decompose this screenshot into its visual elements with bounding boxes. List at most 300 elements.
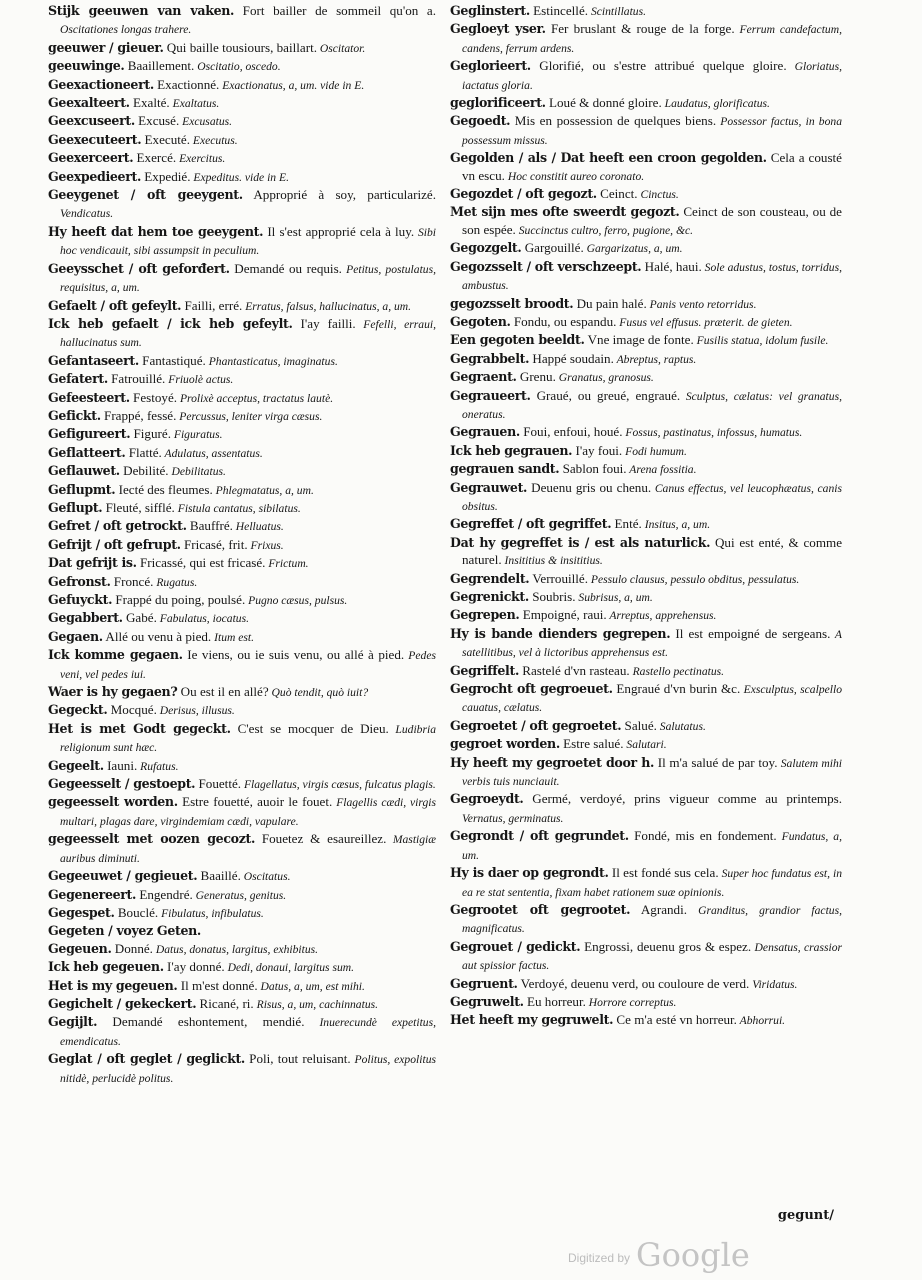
headword: Hy is daer op gegrondt.	[450, 865, 609, 881]
headword: Gegijlt.	[48, 1014, 98, 1030]
french-gloss: Qui baille tousiours, baillart.	[163, 39, 317, 55]
headword: Geexpedieert.	[48, 168, 142, 184]
dictionary-entry	[450, 901, 842, 938]
latin-gloss: Insititius & insititius.	[501, 554, 603, 568]
headword: geeuwer / gieuer.	[48, 39, 164, 55]
headword: Gegrepen.	[450, 607, 520, 623]
french-gloss: Figuré.	[130, 426, 171, 442]
dictionary-entry	[48, 886, 436, 904]
headword: Hy heeft my gegroetet door h.	[450, 754, 655, 770]
french-gloss: Fantastiqué.	[138, 352, 206, 368]
latin-gloss: Rastello pectinatus.	[629, 664, 725, 678]
latin-gloss: Cinctus.	[637, 188, 679, 202]
french-gloss: Estincellé.	[529, 3, 589, 18]
dictionary-entry	[48, 995, 436, 1013]
latin-gloss: Possessor factus, in bona possessum missus.	[462, 115, 842, 147]
headword: Gegrabbelt.	[450, 350, 530, 366]
latin-gloss: Exaltatus.	[169, 97, 220, 111]
dictionary-entry	[450, 442, 842, 460]
latin-gloss: Fistula cantatus, sibilatus.	[174, 501, 301, 515]
french-gloss: Verrouillé.	[529, 570, 589, 586]
french-gloss: Frappé, fessé.	[100, 407, 177, 423]
latin-gloss: Salutatus.	[656, 719, 706, 733]
french-gloss: Estre salué.	[559, 736, 624, 752]
french-gloss: I'ay foui.	[572, 442, 623, 458]
latin-gloss: Petitus, postulatus, requisitus, a, um.	[60, 262, 436, 295]
headword: Gegozsselt / oft verschzeept.	[450, 258, 642, 274]
french-gloss: Ou est il en allé?	[177, 684, 269, 700]
headword: Gegrauen.	[450, 424, 520, 440]
headword: Gegeckt.	[48, 702, 108, 718]
french-gloss: Enté.	[611, 516, 642, 532]
latin-gloss: Salutari.	[623, 738, 667, 752]
latin-gloss: Phantasticatus, imaginatus.	[205, 354, 338, 368]
dictionary-entry	[450, 515, 842, 533]
dictionary-entry	[450, 149, 842, 185]
dictionary-entry	[48, 462, 436, 480]
headword: Geglat / oft geglet / geglickt.	[48, 1051, 245, 1067]
headword: Gefickt.	[48, 407, 101, 423]
latin-gloss: Friuolè actus.	[165, 373, 234, 387]
headword: Gegenereert.	[48, 886, 137, 902]
headword: Hy heeft dat hem toe geeygent.	[48, 223, 264, 239]
headword: Ick heb gefaelt / ick heb gefeylt.	[48, 315, 293, 331]
french-gloss: Flatté.	[125, 444, 162, 460]
latin-gloss: Pedes veni, vel pedes iui.	[60, 649, 436, 681]
dictionary-entry	[450, 938, 842, 975]
headword: Stijk geeuwen van vaken.	[48, 3, 235, 18]
french-gloss: Empoigné, raui.	[519, 607, 607, 623]
french-gloss: Mocqué.	[107, 702, 157, 718]
headword: Gegrendelt.	[450, 570, 530, 586]
latin-gloss: Viridatus.	[749, 977, 798, 991]
dictionary-entry	[450, 625, 842, 662]
french-gloss: Iauni.	[103, 757, 138, 773]
headword: Hy is bande dienders gegrepen.	[450, 625, 671, 641]
right-column	[450, 2, 842, 1030]
headword: Gegozdet / oft gegozt.	[450, 186, 597, 202]
dictionary-entry	[48, 1050, 436, 1087]
dictionary-entry	[450, 827, 842, 864]
headword: Gegroetet / oft gegroetet.	[450, 717, 622, 733]
french-gloss: Engrossi, deuenu gros & espez.	[580, 938, 752, 954]
latin-gloss: Expeditus. vide in E.	[190, 170, 289, 184]
dictionary-entry	[48, 554, 436, 572]
latin-gloss: Panis vento retorridus.	[646, 297, 757, 311]
headword: Gegoedt.	[450, 113, 511, 129]
dictionary-entry	[48, 481, 436, 499]
dictionary-entry	[48, 573, 436, 591]
headword: gegeesselt met oozen gecozt.	[48, 831, 255, 847]
headword: gegeesselt worden.	[48, 794, 178, 810]
headword: Gegaen.	[48, 628, 103, 644]
latin-gloss: Subrisus, a, um.	[575, 591, 653, 604]
french-gloss: Exercé.	[133, 150, 177, 166]
headword: Gefaelt / oft gefeylt.	[48, 297, 182, 313]
latin-gloss: Figuratus.	[170, 428, 223, 442]
headword: Geexecuteert.	[48, 131, 142, 147]
dictionary-entry	[450, 993, 842, 1011]
french-gloss: Verdoyé, deuenu verd, ou couloure de verd.	[517, 975, 750, 991]
latin-gloss: Succinctus cultro, ferro, pugione, &c.	[515, 223, 694, 237]
dictionary-entry	[48, 958, 436, 976]
french-gloss: Halé, haui.	[641, 258, 702, 274]
latin-gloss: Frixus.	[247, 538, 284, 552]
french-gloss: Ceinct.	[596, 186, 638, 202]
latin-gloss: Fundatus, a, um.	[462, 830, 842, 862]
dictionary-entry	[450, 350, 842, 368]
latin-gloss: Sibi hoc vendicauit, sibi assumpsit in peculium.	[60, 225, 436, 258]
french-gloss: Baaillé.	[197, 868, 241, 884]
dictionary-entry	[450, 185, 842, 203]
dictionary-entry	[48, 499, 436, 517]
latin-gloss: Salutem mihi verbis tuis nunciauit.	[462, 756, 843, 789]
dictionary-entry	[48, 517, 436, 535]
latin-gloss: Sole adustus, tostus, torridus, ambustus.	[462, 260, 842, 293]
latin-gloss: Ferrum candefactum, candens, ferrum ardens.	[462, 23, 842, 55]
latin-gloss: Politus, expolitus nitidè, perlucidè politus.	[60, 1053, 436, 1085]
dictionary-entry	[48, 39, 436, 57]
french-gloss: Agrandi.	[630, 901, 688, 917]
headword: Gegeuen.	[48, 940, 112, 956]
french-gloss: Gabé.	[122, 610, 157, 626]
headword: Gegriffelt.	[450, 662, 519, 678]
dictionary-entry	[48, 57, 436, 75]
latin-gloss: Derisus, illusus.	[156, 704, 235, 718]
french-gloss: Ricané, ri.	[196, 995, 254, 1011]
headword: Gegeesselt / gestoept.	[48, 776, 196, 792]
dictionary-entry	[48, 646, 436, 683]
latin-gloss: Itum est.	[211, 630, 255, 644]
dictionary-entry	[48, 720, 436, 757]
latin-gloss: Sculptus, cælatus: vel granatus, oneratus.	[462, 389, 842, 421]
headword: Gegeeuwet / gegieuet.	[48, 868, 198, 884]
dictionary-entry	[450, 203, 842, 239]
latin-gloss: Fodi humum.	[622, 444, 687, 458]
headword: Gefigureert.	[48, 426, 131, 442]
headword: Geexalteert.	[48, 95, 130, 111]
latin-gloss: Exercitus.	[176, 152, 226, 166]
dictionary-entry	[450, 331, 842, 349]
french-gloss: Fatrouillé.	[107, 371, 166, 387]
dictionary-entry	[48, 757, 436, 775]
latin-gloss: Gloriatus, iactatus gloria.	[462, 60, 843, 92]
french-gloss: Loué & donné gloire.	[545, 95, 662, 111]
headword: Met sijn mes ofte sweerdt gegozt.	[450, 204, 680, 220]
dictionary-entry	[48, 683, 436, 701]
latin-gloss: Horrore correptus.	[585, 995, 677, 1009]
dictionary-entry	[450, 975, 842, 993]
headword: Gegrondt / oft gegrundet.	[450, 828, 629, 844]
dictionary-entry	[48, 76, 436, 94]
dictionary-entry	[48, 131, 436, 149]
dictionary-entry	[48, 867, 436, 885]
headword: gegrauen sandt.	[450, 461, 560, 477]
dictionary-entry	[48, 186, 436, 223]
headword: Geglinstert.	[450, 3, 530, 18]
latin-gloss: Densatus, crassior aut spissior factus.	[462, 940, 842, 973]
dictionary-entry	[48, 940, 436, 958]
latin-gloss: Datus, donatus, largitus, exhibitus.	[152, 942, 319, 956]
headword: Gegabbert.	[48, 610, 123, 626]
dictionary-entry	[450, 534, 842, 570]
latin-gloss: Fabulatus, iocatus.	[156, 612, 249, 626]
french-gloss: Exalté.	[129, 95, 170, 111]
french-gloss: Glorifié, ou s'estre attribué quelque gloire.	[530, 58, 787, 74]
dictionary-entry	[450, 368, 842, 386]
french-gloss: Mis en possession de quelques biens.	[510, 113, 717, 129]
headword: Ick heb gegeuen.	[48, 959, 164, 975]
latin-gloss: Erratus, falsus, hallucinatus, a, um.	[242, 299, 412, 313]
latin-gloss: Laudatus, glorificatus.	[661, 97, 770, 111]
headword: Gegespet.	[48, 904, 115, 920]
latin-gloss: Vernatus, germinatus.	[462, 811, 564, 825]
dictionary-entry	[450, 112, 842, 149]
latin-gloss: Scintillatus.	[588, 5, 647, 18]
latin-gloss: A satellitibus, vel à lictoribus apprehensus est.	[462, 627, 842, 660]
dictionary-entry	[450, 2, 842, 20]
latin-gloss: Oscitatus.	[240, 870, 291, 884]
headword: Gegroeydt.	[450, 791, 524, 807]
headword: Gegeten / voyez Geten.	[48, 923, 201, 939]
dictionary-entry	[48, 977, 436, 995]
dictionary-entry	[48, 591, 436, 609]
dictionary-entry	[48, 793, 436, 830]
watermark-logo-text: Google	[636, 1236, 750, 1274]
dictionary-entry	[48, 370, 436, 388]
french-gloss: Ceinct de son cousteau, ou de son espée.	[462, 204, 842, 237]
latin-gloss: Fusilis statua, idolum fusile.	[693, 334, 829, 348]
latin-gloss: Super hoc fundatus est, in ea re stat sententia, fixam habet rationem suæ opinionis.	[462, 867, 843, 899]
french-gloss: Ce m'a esté vn horreur.	[613, 1012, 737, 1028]
french-gloss: Exactionné.	[153, 76, 220, 92]
dictionary-entry	[48, 444, 436, 462]
dictionary-entry	[48, 609, 436, 627]
dictionary-entry	[450, 387, 842, 424]
dictionary-entry	[450, 588, 842, 606]
headword: Dat gefrijt is.	[48, 555, 137, 571]
digitized-by-google-watermark	[568, 1232, 750, 1272]
french-gloss: Cela a cousté vn escu.	[462, 150, 842, 183]
french-gloss: Fleuté, sifflé.	[102, 499, 175, 515]
dictionary-entry	[450, 606, 842, 624]
dictionary-entry	[450, 423, 842, 441]
latin-gloss: Prolixè acceptus, tractatus lautè.	[177, 391, 334, 405]
french-gloss: Demandé eshontement, mendié.	[97, 1014, 305, 1030]
headword: Geexerceert.	[48, 150, 134, 166]
headword: Ick komme gegaen.	[48, 647, 183, 663]
latin-gloss: Oscitator.	[317, 41, 366, 55]
dictionary-entry	[450, 20, 842, 57]
headword: Ick heb gegrauen.	[450, 442, 573, 458]
french-gloss: Estre fouetté, auoir le fouet.	[177, 794, 333, 810]
french-gloss: Fricasé, frit.	[180, 536, 248, 552]
headword: Geflauwet.	[48, 463, 120, 479]
headword: Gegolden / als / Dat heeft een croon gegolden.	[450, 150, 767, 166]
headword: Gegozgelt.	[450, 240, 522, 256]
headword: Geflupt.	[48, 499, 103, 515]
latin-gloss: Exactionatus, a, um. vide in E.	[219, 78, 365, 92]
dictionary-entry	[48, 904, 436, 922]
latin-gloss: Fossus, pastinatus, infossus, humatus.	[622, 426, 803, 440]
headword: Gegoten.	[450, 313, 511, 329]
headword: Gegrouet / gedickt.	[450, 938, 581, 954]
dictionary-entry	[48, 297, 436, 315]
dictionary-entry	[450, 479, 842, 516]
dictionary-entry	[450, 662, 842, 680]
dictionary-entry	[450, 239, 842, 257]
french-gloss: Du pain halé.	[573, 295, 647, 311]
headword: Gegruwelt.	[450, 993, 524, 1009]
dictionary-entry	[450, 570, 842, 588]
latin-gloss: Granatus, granosus.	[555, 371, 654, 385]
headword: Geglorieert.	[450, 58, 531, 74]
latin-gloss: Rufatus.	[137, 759, 179, 773]
latin-gloss: Helluatus.	[232, 520, 284, 534]
french-gloss: Salué.	[621, 717, 657, 733]
latin-gloss: Datus, a, um, est mihi.	[257, 979, 365, 993]
latin-gloss: Arena fossitia.	[626, 463, 697, 477]
left-column	[48, 2, 436, 1087]
headword: Het is my gegeuen.	[48, 977, 178, 993]
latin-gloss: Hoc constitit aureo coronato.	[504, 169, 645, 183]
dictionary-entry	[450, 57, 842, 94]
headword: Geeysschet / oft geforđert.	[48, 260, 230, 276]
latin-gloss: Abreptus, raptus.	[613, 352, 697, 366]
latin-gloss: Inuerecundè expetitus, emendicatus.	[60, 1016, 436, 1048]
french-gloss: Rastelé d'vn rasteau.	[518, 662, 630, 678]
headword: Gefrijt / oft gefrupt.	[48, 536, 181, 552]
headword: Het is met Godt gegeckt.	[48, 720, 231, 736]
french-gloss: I'ay donné.	[163, 959, 225, 975]
french-gloss: Foui, enfoui, houé.	[519, 424, 623, 440]
latin-gloss: Dedi, donaui, largitus sum.	[224, 961, 355, 975]
dictionary-entry	[48, 407, 436, 425]
dictionary-entry	[48, 389, 436, 407]
french-gloss: Il est fondé sus cela.	[608, 865, 719, 881]
dictionary-entry	[48, 352, 436, 370]
latin-gloss: Arreptus, apprehensus.	[606, 609, 717, 623]
headword: Gegrocht oft gegroeuet.	[450, 681, 613, 697]
latin-gloss: Debilitatus.	[168, 465, 226, 479]
headword: gegozsselt broodt.	[450, 295, 574, 311]
catchword: gegunt/	[777, 1208, 834, 1223]
headword: Gegichelt / gekeckert.	[48, 995, 197, 1011]
latin-gloss: Exsculptus, scalpello cauatus, cælatus.	[462, 683, 842, 715]
headword: Gegrootet oft gegrootet.	[450, 901, 631, 917]
french-gloss: Baaillement.	[124, 58, 195, 74]
latin-gloss: Rugatus.	[153, 575, 198, 589]
french-gloss: Il s'est approprié cela à luy.	[263, 223, 415, 239]
dictionary-entry	[450, 460, 842, 478]
headword: Geexactioneert.	[48, 76, 154, 92]
french-gloss: Deuenu gris ou chenu.	[527, 479, 652, 495]
headword: Geflupmt.	[48, 481, 116, 497]
dictionary-entry	[48, 1013, 436, 1050]
dictionary-entry	[48, 168, 436, 186]
headword: Gefuyckt.	[48, 592, 113, 607]
latin-gloss: Oscitationes longas trahere.	[60, 23, 192, 37]
french-gloss: Executé.	[141, 131, 190, 147]
dictionary-entry	[450, 754, 842, 791]
headword: Gegloeyt yser.	[450, 21, 546, 37]
french-gloss: I'ay failli.	[292, 315, 356, 331]
dictionary-entry	[48, 830, 436, 867]
latin-gloss: Fibulatus, infibulatus.	[158, 906, 264, 920]
headword: Het heeft my gegruwelt.	[450, 1012, 614, 1028]
french-gloss: Sablon foui.	[559, 461, 627, 477]
headword: Gefeesteert.	[48, 389, 130, 405]
headword: gegroet worden.	[450, 736, 560, 752]
french-gloss: Fort bailler de sommeil qu'on a.	[234, 3, 436, 18]
french-gloss: Festoyé.	[129, 389, 178, 405]
headword: geeuwinge.	[48, 58, 125, 74]
latin-gloss: Pessulo clausus, pessulo obditus, pessulatus.	[588, 572, 800, 586]
french-gloss: Happé soudain.	[529, 350, 614, 366]
latin-gloss: Risus, a, um, cachinnatus.	[253, 997, 379, 1011]
french-gloss: Allé ou venu à pied.	[102, 628, 212, 644]
french-gloss: Grenu.	[516, 369, 556, 385]
french-gloss: Debilité.	[119, 463, 169, 479]
french-gloss: Failli, erré.	[181, 297, 243, 313]
dictionary-entry	[48, 112, 436, 130]
dictionary-entry	[48, 536, 436, 554]
latin-gloss: Insitus, a, um.	[641, 518, 711, 532]
latin-gloss: Flagellatus, virgis cæsus, fulcatus plagis.	[241, 778, 436, 792]
dictionary-entry	[450, 864, 842, 901]
latin-gloss: Phlegmatatus, a, um.	[212, 483, 314, 497]
french-gloss: Engraué d'vn burin &c.	[612, 681, 741, 697]
latin-gloss: Flagellis cædi, virgis multari, plagas dare, virgindemiam cædi, vapulare.	[60, 796, 437, 828]
french-gloss: Soubris.	[528, 589, 576, 604]
headword: Geflatteert.	[48, 444, 126, 460]
headword: Geeygenet / oft geeygent.	[48, 187, 243, 203]
latin-gloss: Granditus, grandior factus, magnificatus.	[462, 903, 843, 936]
french-gloss: Fouetté.	[195, 776, 242, 792]
headword: Gefronst.	[48, 573, 111, 589]
dictionary-entry	[48, 94, 436, 112]
latin-gloss: Ludibria religionum sunt hæc.	[60, 722, 436, 755]
watermark-small-text: Digitized by	[568, 1251, 631, 1265]
french-gloss: Approprié à soy, particularizé.	[242, 187, 436, 203]
dictionary-entry	[48, 775, 436, 793]
french-gloss: C'est se mocquer de Dieu.	[230, 720, 389, 736]
french-gloss: Qui est enté, & comme naturel.	[462, 534, 843, 568]
headword: geglorificeert.	[450, 95, 546, 111]
headword: Gegraent.	[450, 369, 517, 385]
headword: Gegreffet / oft gegriffet.	[450, 516, 612, 532]
headword: Gegrauwet.	[450, 479, 528, 495]
latin-gloss: Executus.	[189, 133, 238, 147]
french-gloss: Excusé.	[134, 113, 180, 129]
dictionary-entry	[48, 149, 436, 167]
french-gloss: Poli, tout reluisant.	[244, 1051, 351, 1067]
dictionary-entry	[48, 315, 436, 352]
headword: Gefret / oft getrockt.	[48, 518, 187, 534]
dictionary-entry	[450, 313, 842, 331]
dictionary-entry	[48, 260, 436, 297]
french-gloss: Fondu, ou espandu.	[510, 313, 617, 329]
dictionary-entry	[450, 94, 842, 112]
headword: Geexcuseert.	[48, 113, 135, 129]
headword: Gegraueert.	[450, 387, 531, 403]
headword: Dat hy gegreffet is / est als naturlick.	[450, 534, 711, 550]
french-gloss: Donné.	[111, 940, 153, 956]
dictionary-entry	[48, 425, 436, 443]
headword: Gefatert.	[48, 371, 108, 387]
dictionary-entry	[48, 2, 436, 39]
latin-gloss: Fusus vel effusus. præterit. de gieten.	[616, 315, 793, 329]
